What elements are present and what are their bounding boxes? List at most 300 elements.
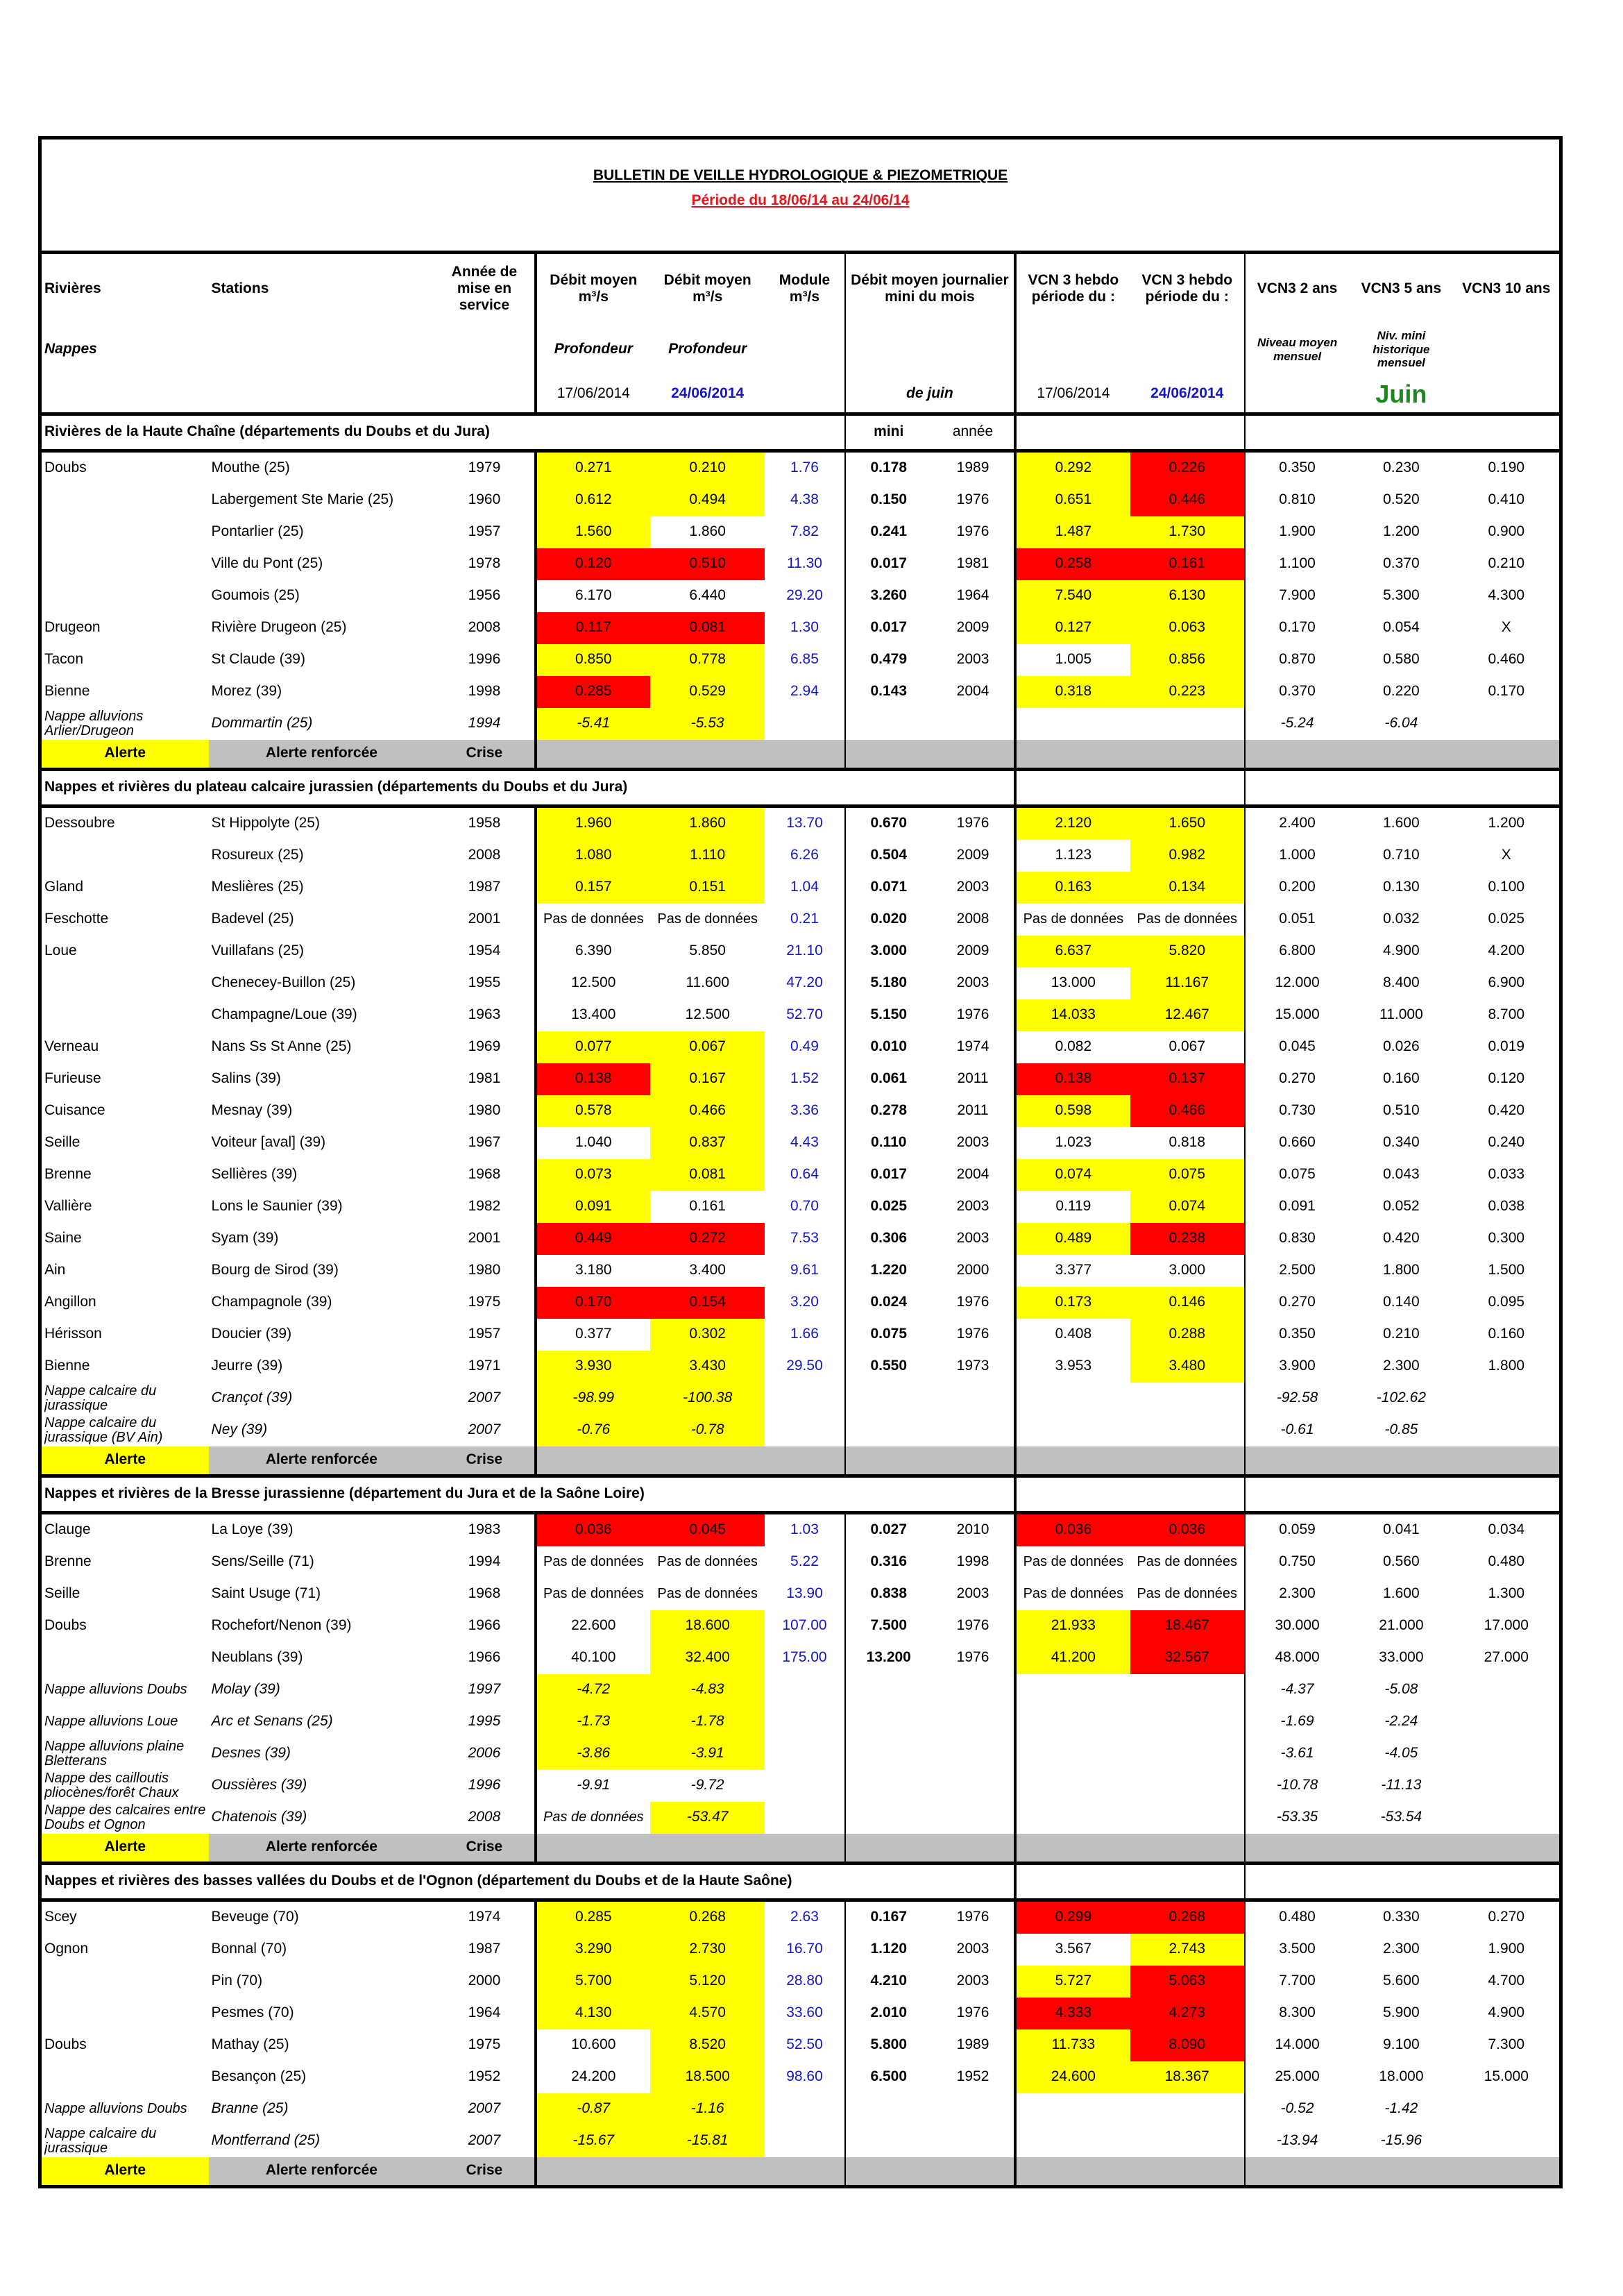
debit-mini-value: 6.500: [845, 2061, 932, 2093]
station-name: Sens/Seille (71): [211, 1553, 314, 1570]
river-name: [42, 904, 209, 936]
debit-mini-value: 0.278: [845, 1095, 932, 1127]
vcn-hebdo-24-06: [1130, 2125, 1245, 2157]
header-rivieres: Rivières: [44, 280, 101, 296]
debit-mini-year: 2011: [957, 1070, 989, 1087]
debit-mini-value: 0.150: [845, 484, 932, 516]
vcn3-5ans: 0.560: [1383, 1553, 1420, 1570]
service-year: 1998: [468, 683, 501, 700]
debit-17-06: 3.290: [536, 1934, 650, 1966]
river-name: [42, 999, 209, 1031]
river-name-text: Drugeon: [44, 619, 101, 636]
module-value: [765, 1770, 844, 1802]
vcn-hebdo-24-06: 0.137: [1130, 1063, 1245, 1095]
header-mini: mini: [845, 414, 932, 450]
vcn3-2ans: 0.730: [1245, 1095, 1349, 1127]
module-value: 175.00: [782, 1649, 827, 1666]
module-value: 5.22: [790, 1553, 819, 1570]
debit-17-06: 3.930: [536, 1351, 650, 1383]
station-name: Lons le Saunier (39): [211, 1198, 343, 1215]
vcn3-10ans: 4.900: [1488, 2004, 1525, 2021]
debit-17-06: 1.080: [536, 840, 650, 872]
river-name: [42, 1610, 209, 1642]
station-name: Champagne/Loue (39): [211, 1006, 357, 1023]
debit-mini-year: 2003: [956, 1941, 989, 1957]
nappe-row: [42, 708, 1559, 740]
debit-mini-value: 0.504: [845, 840, 932, 872]
river-name: [42, 1578, 209, 1610]
river-name-text: Verneau: [44, 1038, 99, 1055]
river-name: [42, 1095, 209, 1127]
debit-mini-year: [932, 1770, 1015, 1802]
vcn3-2ans: -3.61: [1245, 1738, 1349, 1770]
header-vcn-2ans: VCN3 2 ans: [1245, 254, 1349, 323]
vcn-hebdo-17-06: 1.005: [1015, 644, 1130, 676]
vcn-hebdo-24-06: 0.075: [1130, 1159, 1245, 1191]
debit-17-06: 0.449: [536, 1223, 650, 1255]
vcn3-5ans: 5.900: [1383, 2004, 1420, 2021]
river-name-text: Clauge: [44, 1521, 91, 1538]
vcn-hebdo-24-06: 2.743: [1130, 1934, 1245, 1966]
debit-mini-year: 2003: [956, 1198, 989, 1215]
debit-17-06: 12.500: [536, 968, 650, 999]
debit-mini-value: [845, 1706, 932, 1738]
river-name-text: Loue: [44, 943, 77, 959]
debit-mini-value: 0.071: [845, 872, 932, 904]
station-row: [42, 1223, 1559, 1255]
vcn3-2ans: 1.900: [1245, 516, 1349, 548]
header-annee-service: Année de mise en service: [451, 263, 518, 314]
vcn3-10ans: [1454, 2093, 1559, 2125]
vcn3-2ans: -10.78: [1245, 1770, 1349, 1802]
service-year: 1964: [468, 2004, 501, 2021]
module-value: [765, 1738, 844, 1770]
section-spacer: [1015, 1476, 1245, 1512]
debit-mini-value: 0.024: [845, 1287, 932, 1319]
debit-24-06: 0.837: [650, 1127, 765, 1159]
debit-17-06: 0.073: [536, 1159, 650, 1191]
vcn3-2ans: 2.500: [1245, 1255, 1349, 1287]
vcn3-2ans: 0.170: [1245, 612, 1349, 644]
vcn3-10ans: 1.200: [1488, 815, 1525, 832]
service-year: 1980: [468, 1262, 501, 1278]
debit-17-06: 10.600: [536, 2029, 650, 2061]
vcn3-5ans: 5.300: [1383, 587, 1420, 604]
vcn3-2ans: 0.830: [1245, 1223, 1349, 1255]
module-value: 2.94: [790, 683, 819, 700]
vcn3-2ans: 48.000: [1245, 1642, 1349, 1674]
vcn3-10ans: 0.019: [1488, 1038, 1525, 1055]
vcn3-10ans: 0.025: [1488, 911, 1525, 927]
debit-mini-value: 0.306: [845, 1223, 932, 1255]
debit-24-06: 0.778: [650, 644, 765, 676]
section-spacer: [1245, 769, 1559, 806]
service-year: 1971: [468, 1358, 501, 1374]
river-name: [42, 1415, 209, 1446]
station-name: Badevel (25): [211, 911, 294, 927]
vcn-hebdo-17-06: 0.299: [1015, 1900, 1130, 1934]
debit-mini-year: [932, 1383, 1015, 1415]
vcn3-10ans: 0.240: [1488, 1134, 1525, 1151]
vcn-hebdo-24-06: 5.063: [1130, 1966, 1245, 1998]
service-year: 1994: [468, 715, 501, 732]
vcn-hebdo-24-06: 6.130: [1130, 580, 1245, 612]
station-row: [42, 450, 1559, 484]
vcn3-10ans: [1454, 2125, 1559, 2157]
vcn3-2ans: 0.350: [1245, 450, 1349, 484]
vcn-hebdo-24-06: 4.273: [1130, 1998, 1245, 2029]
vcn3-5ans: 0.710: [1383, 847, 1420, 863]
vcn3-5ans: 2.300: [1383, 1358, 1420, 1374]
vcn-hebdo-24-06: 0.067: [1169, 1038, 1206, 1055]
debit-24-06: 0.151: [650, 872, 765, 904]
debit-mini-year: [932, 1415, 1015, 1446]
header-debit-mini: Débit moyen journalier mini du mois: [845, 254, 1016, 323]
river-name: [42, 1512, 209, 1546]
vcn3-5ans: 0.230: [1383, 459, 1420, 476]
river-name: [42, 840, 209, 872]
module-value: [765, 708, 844, 740]
header-row-dates: [42, 375, 1559, 414]
station-name: Nans Ss St Anne (25): [211, 1038, 352, 1055]
river-name: [42, 936, 209, 968]
station-name: Molay (39): [211, 1681, 280, 1698]
vcn-hebdo-24-06: [1130, 1674, 1245, 1706]
river-name: [42, 548, 209, 580]
vcn3-10ans: 6.900: [1488, 974, 1525, 991]
station-row: [42, 1512, 1559, 1546]
debit-17-06: 0.170: [536, 1287, 650, 1319]
river-name: [42, 2061, 209, 2093]
service-year: 1968: [468, 1166, 501, 1183]
debit-24-06: 0.268: [650, 1900, 765, 1934]
vcn-hebdo-24-06: 32.567: [1130, 1642, 1245, 1674]
station-name: Rochefort/Nenon (39): [211, 1617, 352, 1634]
debit-24-06: 8.520: [650, 2029, 765, 2061]
vcn3-10ans: 0.210: [1488, 555, 1525, 572]
river-name-text: Dessoubre: [44, 815, 115, 832]
debit-mini-year: 1973: [956, 1358, 989, 1374]
service-year: 2008: [468, 847, 501, 863]
vcn3-5ans: -5.08: [1384, 1681, 1418, 1698]
debit-24-06: 0.494: [650, 484, 765, 516]
river-name-text: Feschotte: [44, 911, 109, 927]
station-row: [42, 644, 1559, 676]
debit-mini-year: 1976: [956, 1909, 989, 1925]
vcn3-2ans: 1.000: [1245, 840, 1349, 872]
debit-17-06: 1.560: [536, 516, 650, 548]
vcn3-5ans: 8.400: [1383, 974, 1420, 991]
station-name: Bourg de Sirod (39): [211, 1262, 339, 1278]
service-year: 1958: [468, 815, 501, 832]
river-name-text: Saine: [44, 1230, 82, 1247]
station-row: [42, 840, 1559, 872]
river-name: [42, 1998, 209, 2029]
vcn-hebdo-17-06: 3.377: [1015, 1255, 1130, 1287]
debit-24-06: 18.500: [650, 2061, 765, 2093]
vcn-hebdo-17-06: 0.408: [1015, 1319, 1130, 1351]
river-name: [42, 1351, 209, 1383]
section-title: Rivières de la Haute Chaîne (départements du Doubs et du Jura): [42, 414, 845, 450]
section-spacer: [845, 1476, 1016, 1512]
vcn3-10ans: 0.170: [1488, 683, 1525, 700]
service-year: 1975: [468, 1294, 501, 1310]
station-name: Branne (25): [211, 2100, 289, 2117]
vcn3-10ans: 0.480: [1488, 1553, 1525, 1570]
river-name: [42, 1063, 209, 1095]
station-name: Chatenois (39): [211, 1809, 307, 1825]
module-value: 1.03: [790, 1521, 819, 1538]
vcn-hebdo-17-06: 21.933: [1015, 1610, 1130, 1642]
vcn3-10ans: 4.200: [1488, 943, 1525, 959]
debit-mini-year: [932, 1706, 1015, 1738]
debit-17-06: 13.400: [536, 999, 650, 1031]
header-de-juin: de juin: [845, 375, 1016, 414]
vcn3-2ans: 0.270: [1245, 1287, 1349, 1319]
vcn-hebdo-17-06: 0.082: [1015, 1031, 1130, 1063]
debit-mini-year: [932, 708, 1015, 740]
vcn-hebdo-17-06: 0.036: [1015, 1512, 1130, 1546]
debit-17-06: 0.157: [536, 872, 650, 904]
legend-spacer: [1015, 740, 1245, 770]
debit-mini-value: 7.500: [845, 1610, 932, 1642]
module-value: 4.43: [790, 1134, 819, 1151]
vcn-hebdo-24-06: Pas de données: [1137, 911, 1238, 927]
service-year: 2001: [468, 911, 501, 927]
station-name: Mathay (25): [211, 2036, 289, 2053]
vcn3-5ans: 0.220: [1383, 683, 1420, 700]
station-name: Jeurre (39): [211, 1358, 283, 1374]
service-year: 2000: [468, 1973, 501, 1989]
river-name-text: Tacon: [44, 651, 84, 668]
station-name: Neublans (39): [211, 1649, 303, 1666]
bulletin-title: BULLETIN DE VEILLE HYDROLOGIQUE & PIEZOMETRIQUE: [593, 167, 1008, 183]
vcn-hebdo-24-06: 1.650: [1130, 806, 1245, 840]
debit-mini-value: 0.110: [845, 1127, 932, 1159]
river-name: [42, 2029, 209, 2061]
river-name: [42, 484, 209, 516]
debit-mini-year: 1976: [956, 491, 989, 508]
legend-alerte-renforcee: Alerte renforcée: [209, 740, 435, 770]
debit-17-06: 1.040: [536, 1127, 650, 1159]
debit-17-06: Pas de données: [536, 1578, 650, 1610]
river-name: [42, 1383, 209, 1415]
debit-mini-year: 1976: [956, 1649, 989, 1666]
river-name: [42, 872, 209, 904]
vcn-hebdo-17-06: 0.292: [1015, 450, 1130, 484]
river-name: [42, 1770, 209, 1802]
debit-24-06: 0.272: [650, 1223, 765, 1255]
vcn-hebdo-24-06: 18.367: [1130, 2061, 1245, 2093]
debit-mini-year: 1974: [956, 1038, 989, 1055]
vcn3-10ans: 0.410: [1488, 491, 1525, 508]
vcn3-10ans: [1454, 1770, 1559, 1802]
module-value: [765, 1383, 844, 1415]
debit-mini-year: 1989: [956, 459, 989, 476]
header-vcn-hebdo-1: VCN 3 hebdo période du :: [1015, 254, 1130, 323]
debit-17-06: 6.170: [536, 580, 650, 612]
debit-mini-year: 2003: [956, 879, 989, 895]
vcn-hebdo-24-06: [1130, 1383, 1245, 1415]
legend-row: [42, 1446, 1559, 1476]
vcn-hebdo-17-06: 0.074: [1015, 1159, 1130, 1191]
module-value: 1.76: [790, 459, 819, 476]
debit-mini-year: 1976: [956, 2004, 989, 2021]
vcn3-10ans: 1.900: [1488, 1941, 1525, 1957]
vcn3-2ans: 8.300: [1245, 1998, 1349, 2029]
vcn3-10ans: 0.190: [1488, 459, 1525, 476]
river-name: [42, 1966, 209, 1998]
service-year: 1981: [468, 1070, 501, 1087]
service-year: 1974: [468, 1909, 501, 1925]
service-year: 2007: [468, 2132, 501, 2149]
station-name: Crançot (39): [211, 1390, 293, 1406]
section-spacer: [1245, 414, 1559, 450]
vcn3-2ans: 2.300: [1245, 1578, 1349, 1610]
nappe-row: [42, 1770, 1559, 1802]
station-name: Pin (70): [211, 1973, 263, 1989]
vcn-hebdo-24-06: 0.036: [1130, 1512, 1245, 1546]
station-row: [42, 1063, 1559, 1095]
vcn3-10ans: [1454, 1738, 1559, 1770]
debit-mini-value: [845, 1802, 932, 1834]
module-value: [765, 2093, 844, 2125]
station-name: Mesnay (39): [211, 1102, 293, 1119]
debit-24-06: 0.161: [689, 1198, 726, 1215]
vcn-hebdo-24-06: 5.820: [1130, 936, 1245, 968]
vcn-hebdo-17-06: Pas de données: [1015, 904, 1130, 936]
river-name: [42, 1934, 209, 1966]
vcn3-10ans: X: [1501, 847, 1511, 863]
debit-17-06: -9.91: [536, 1770, 650, 1802]
debit-mini-year: 1998: [956, 1553, 989, 1570]
vcn3-2ans: 0.870: [1245, 644, 1349, 676]
vcn-hebdo-24-06: Pas de données: [1137, 1586, 1238, 1601]
vcn3-10ans: [1454, 1383, 1559, 1415]
debit-24-06: 0.045: [650, 1512, 765, 1546]
service-year: 1969: [468, 1038, 501, 1055]
vcn-hebdo-24-06: [1130, 708, 1245, 740]
debit-mini-year: [932, 1802, 1015, 1834]
vcn3-5ans: 1.600: [1383, 1585, 1420, 1602]
river-name: [42, 1706, 209, 1738]
vcn3-2ans: -4.37: [1245, 1674, 1349, 1706]
river-name: [42, 708, 209, 740]
station-row: [42, 1191, 1559, 1223]
river-name-text: Cuisance: [44, 1102, 105, 1119]
vcn-hebdo-17-06: 0.651: [1015, 484, 1130, 516]
header-niveau-moyen: Niveau moyen mensuel: [1245, 323, 1349, 375]
legend-alerte: Alerte: [42, 1834, 209, 1864]
debit-17-06: -0.87: [536, 2093, 650, 2125]
module-value: 0.49: [790, 1038, 819, 1055]
debit-17-06: -4.72: [536, 1674, 650, 1706]
vcn3-10ans: 1.800: [1488, 1358, 1525, 1374]
vcn-hebdo-17-06: 0.163: [1015, 872, 1130, 904]
debit-mini-year: [932, 1738, 1015, 1770]
debit-24-06: 5.120: [650, 1966, 765, 1998]
vcn3-2ans: 0.091: [1245, 1191, 1349, 1223]
debit-mini-year: 2000: [956, 1262, 989, 1278]
debit-24-06: 0.466: [650, 1095, 765, 1127]
debit-mini-value: 2.010: [845, 1998, 932, 2029]
module-value: 1.52: [790, 1070, 819, 1087]
header-date-2: 24/06/2014: [650, 375, 765, 414]
module-value: [765, 1706, 844, 1738]
vcn3-5ans: 0.370: [1383, 555, 1420, 572]
debit-24-06: 6.440: [689, 587, 726, 604]
vcn-hebdo-17-06: 0.598: [1015, 1095, 1130, 1127]
vcn3-2ans: 0.480: [1245, 1900, 1349, 1934]
service-year: 1975: [468, 2036, 501, 2053]
debit-17-06: Pas de données: [536, 1546, 650, 1578]
debit-17-06: -5.41: [536, 708, 650, 740]
nappe-row: [42, 1738, 1559, 1770]
vcn-hebdo-24-06: 3.480: [1130, 1351, 1245, 1383]
debit-mini-value: [845, 1383, 932, 1415]
service-year: 1956: [468, 587, 501, 604]
debit-24-06: Pas de données: [657, 911, 758, 927]
vcn3-5ans: 0.041: [1383, 1521, 1420, 1538]
vcn3-5ans: -1.42: [1384, 2100, 1418, 2117]
legend-row: [42, 1834, 1559, 1864]
vcn-hebdo-17-06: 13.000: [1015, 968, 1130, 999]
station-name: Saint Usuge (71): [211, 1585, 321, 1602]
vcn3-5ans: 0.340: [1383, 1134, 1420, 1151]
legend-row: [42, 740, 1559, 770]
river-name: [42, 806, 209, 840]
station-row: [42, 1966, 1559, 1998]
module-value: 52.50: [786, 2036, 823, 2053]
debit-mini-value: 0.143: [845, 676, 932, 708]
vcn3-5ans: -4.05: [1384, 1745, 1418, 1762]
vcn-hebdo-24-06: 0.226: [1130, 450, 1245, 484]
vcn-hebdo-24-06: 0.161: [1130, 548, 1245, 580]
debit-24-06: 3.430: [650, 1351, 765, 1383]
module-value: 6.26: [790, 847, 819, 863]
station-row: [42, 2029, 1559, 2061]
legend-spacer: [536, 740, 845, 770]
vcn-hebdo-17-06: [1015, 708, 1130, 740]
vcn-hebdo-17-06: 0.173: [1015, 1287, 1130, 1319]
header-row-nappes: [42, 323, 1559, 375]
vcn-hebdo-17-06: [1015, 1738, 1130, 1770]
vcn-hebdo-24-06: 0.238: [1130, 1223, 1245, 1255]
vcn3-5ans: 11.000: [1379, 1006, 1423, 1023]
legend-alerte: Alerte: [42, 1446, 209, 1476]
debit-mini-year: 1976: [956, 1326, 989, 1342]
vcn-hebdo-24-06: [1130, 1802, 1245, 1834]
section-title: Nappes et rivières des basses vallées du Doubs et de l'Ognon (département du Doubs et de la Haute Saône): [42, 1863, 845, 1900]
debit-24-06: 0.067: [650, 1031, 765, 1063]
vcn-hebdo-24-06: 0.818: [1169, 1134, 1206, 1151]
debit-17-06: 4.130: [536, 1998, 650, 2029]
debit-mini-value: 0.025: [845, 1191, 932, 1223]
debit-mini-value: 0.670: [845, 806, 932, 840]
station-row: [42, 1255, 1559, 1287]
river-name: [42, 1159, 209, 1191]
vcn3-5ans: 0.510: [1383, 1102, 1420, 1119]
vcn3-2ans: 7.900: [1245, 580, 1349, 612]
data-table: [42, 254, 1559, 2185]
debit-17-06: 0.377: [536, 1319, 650, 1351]
module-value: 16.70: [786, 1941, 823, 1957]
river-name: [42, 1319, 209, 1351]
vcn3-2ans: 0.270: [1245, 1063, 1349, 1095]
vcn-hebdo-17-06: [1015, 2093, 1130, 2125]
river-name: [42, 612, 209, 644]
station-name: Mouthe (25): [211, 459, 290, 476]
